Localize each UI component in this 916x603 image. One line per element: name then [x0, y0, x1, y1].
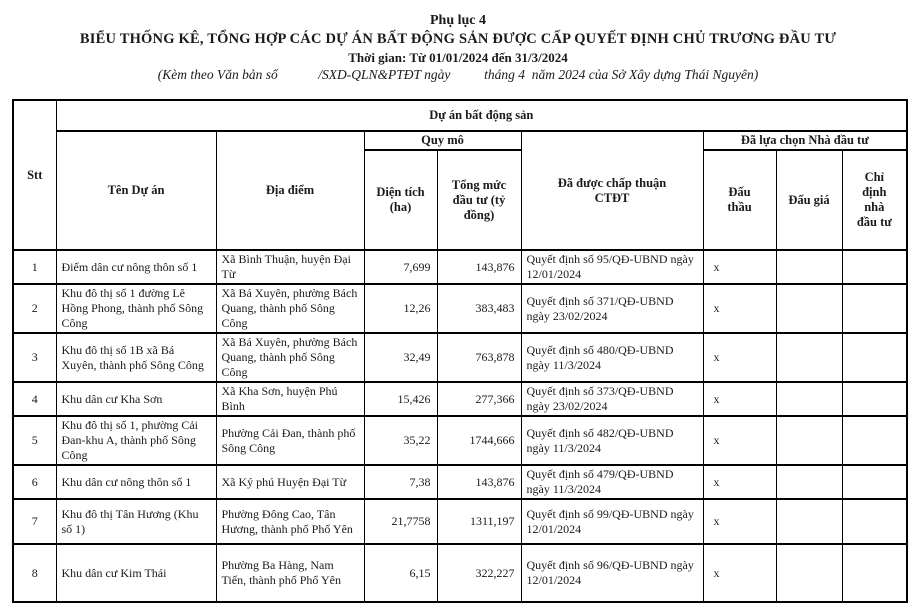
col-header-project-group: Dự án bất động sản — [56, 100, 907, 131]
col-header-investor-group: Đã lựa chọn Nhà đầu tư — [703, 131, 907, 150]
cell-area: 21,7758 — [364, 499, 437, 544]
col-header-area: Diện tích (ha) — [364, 150, 437, 250]
header-row-group — [13, 100, 907, 131]
cell-bidding-mark: x — [703, 499, 776, 544]
table-row — [13, 544, 907, 602]
cell-area: 32,49 — [364, 333, 437, 382]
cell-auction-mark — [776, 284, 842, 333]
cell-project-name: Khu dân cư Kha Sơn — [56, 382, 216, 416]
cell-bidding-mark: x — [703, 382, 776, 416]
cell-stt: 2 — [13, 284, 56, 333]
cell-bidding-mark: x — [703, 465, 776, 499]
cell-decision: Quyết định số 482/QĐ-UBND ngày 11/3/2024 — [521, 416, 703, 465]
cell-project-name: Khu đô thị số 1B xã Bá Xuyên, thành phố Sông Công — [56, 333, 216, 382]
cell-project-name: Khu đô thị số 1 đường Lê Hồng Phong, thành phố Sông Công — [56, 284, 216, 333]
cell-designation-mark — [842, 284, 907, 333]
time-period: Thời gian: Từ 01/01/2024 đến 31/3/2024 — [348, 50, 568, 65]
cell-auction-mark — [776, 382, 842, 416]
cell-designation-mark — [842, 544, 907, 602]
table-row — [13, 499, 907, 544]
col-header-bidding: Đấu thầu — [703, 150, 776, 250]
cell-investment: 277,366 — [437, 382, 521, 416]
cell-auction-mark — [776, 333, 842, 382]
cell-location: Phường Ba Hàng, Nam Tiến, thành phố Phổ Yên — [216, 544, 364, 602]
cell-decision: Quyết định số 371/QĐ-UBND ngày 23/02/2024 — [521, 284, 703, 333]
cell-location: Xã Ký phú Huyện Đại Từ — [216, 465, 364, 499]
cell-investment: 763,878 — [437, 333, 521, 382]
col-header-auction: Đấu giá — [776, 150, 842, 250]
table-row — [13, 333, 907, 382]
cell-stt: 3 — [13, 333, 56, 382]
cell-decision: Quyết định số 373/QĐ-UBND ngày 23/02/2024 — [521, 382, 703, 416]
table-row — [13, 465, 907, 499]
cell-decision: Quyết định số 479/QĐ-UBND ngày 11/3/2024 — [521, 465, 703, 499]
cell-auction-mark — [776, 544, 842, 602]
cell-area: 7,38 — [364, 465, 437, 499]
appendix-label: Phụ lục 4 — [429, 13, 486, 28]
cell-designation-mark — [842, 333, 907, 382]
cell-location: Xã Kha Sơn, huyện Phú Bình — [216, 382, 364, 416]
cell-auction-mark — [776, 416, 842, 465]
col-header-location: Địa điểm — [216, 131, 364, 250]
cell-stt: 7 — [13, 499, 56, 544]
cell-area: 6,15 — [364, 544, 437, 602]
cell-auction-mark — [776, 465, 842, 499]
reference-note: (Kèm theo Văn bản số /SXD-QLN&PTĐT ngày tháng 4 năm 2024 của Sở Xây dựng Thái Nguyên) — [157, 67, 759, 82]
cell-bidding-mark: x — [703, 250, 776, 284]
cell-area: 35,22 — [364, 416, 437, 465]
cell-location: Xã Bá Xuyên, phường Bách Quang, thành phố Sông Công — [216, 333, 364, 382]
cell-decision: Quyết định số 480/QĐ-UBND ngày 11/3/2024 — [521, 333, 703, 382]
cell-location: Xã Bình Thuận, huyện Đại Từ — [216, 250, 364, 284]
col-header-designation: Chỉ định nhà đầu tư — [842, 150, 907, 250]
cell-project-name: Khu đô thị Tân Hương (Khu số 1) — [56, 499, 216, 544]
table-row — [13, 382, 907, 416]
header-row-subgroup — [13, 131, 907, 150]
cell-stt: 5 — [13, 416, 56, 465]
cell-location: Phường Cải Đan, thành phố Sông Công — [216, 416, 364, 465]
cell-project-name: Khu dân cư Kim Thái — [56, 544, 216, 602]
col-header-name: Tên Dự án — [56, 131, 216, 250]
cell-designation-mark — [842, 499, 907, 544]
cell-bidding-mark: x — [703, 416, 776, 465]
cell-designation-mark — [842, 465, 907, 499]
cell-project-name: Điểm dân cư nông thôn số 1 — [56, 250, 216, 284]
cell-bidding-mark: x — [703, 333, 776, 382]
cell-investment: 322,227 — [437, 544, 521, 602]
cell-decision: Quyết định số 96/QĐ-UBND ngày 12/01/2024 — [521, 544, 703, 602]
cell-decision: Quyết định số 99/QĐ-UBND ngày 12/01/2024 — [521, 499, 703, 544]
col-header-approved: Đã được chấp thuận CTĐT — [521, 131, 703, 250]
col-header-investment: Tổng mức đầu tư (tỷ đồng) — [437, 150, 521, 250]
cell-bidding-mark: x — [703, 284, 776, 333]
cell-auction-mark — [776, 499, 842, 544]
cell-area: 15,426 — [364, 382, 437, 416]
cell-investment: 143,876 — [437, 250, 521, 284]
cell-auction-mark — [776, 250, 842, 284]
cell-area: 12,26 — [364, 284, 437, 333]
cell-stt: 1 — [13, 250, 56, 284]
cell-location: Xã Bá Xuyên, phường Bách Quang, thành phố Sông Công — [216, 284, 364, 333]
table-row — [13, 250, 907, 284]
col-header-stt: Stt — [13, 100, 56, 250]
document-header — [0, 0, 916, 84]
document-title: BIỂU THỐNG KÊ, TỔNG HỢP CÁC DỰ ÁN BẤT ĐỘNG SẢN ĐƯỢC CẤP QUYẾT ĐỊNH CHỦ TRƯƠNG ĐẦU TƯ — [79, 31, 837, 47]
cell-investment: 143,876 — [437, 465, 521, 499]
projects-table — [12, 99, 908, 603]
cell-decision: Quyết định số 95/QĐ-UBND ngày 12/01/2024 — [521, 250, 703, 284]
table-row — [13, 416, 907, 465]
cell-investment: 1744,666 — [437, 416, 521, 465]
cell-stt: 6 — [13, 465, 56, 499]
cell-area: 7,699 — [364, 250, 437, 284]
cell-stt: 4 — [13, 382, 56, 416]
cell-project-name: Khu đô thị số 1, phường Cải Đan-khu A, thành phố Sông Công — [56, 416, 216, 465]
cell-location: Phường Đông Cao, Tân Hương, thành phố Phổ Yên — [216, 499, 364, 544]
cell-stt: 8 — [13, 544, 56, 602]
col-header-scale-group: Quy mô — [364, 131, 521, 150]
cell-designation-mark — [842, 250, 907, 284]
cell-project-name: Khu dân cư nông thôn số 1 — [56, 465, 216, 499]
cell-designation-mark — [842, 382, 907, 416]
cell-bidding-mark: x — [703, 544, 776, 602]
table-row — [13, 284, 907, 333]
cell-designation-mark — [842, 416, 907, 465]
cell-investment: 1311,197 — [437, 499, 521, 544]
cell-investment: 383,483 — [437, 284, 521, 333]
